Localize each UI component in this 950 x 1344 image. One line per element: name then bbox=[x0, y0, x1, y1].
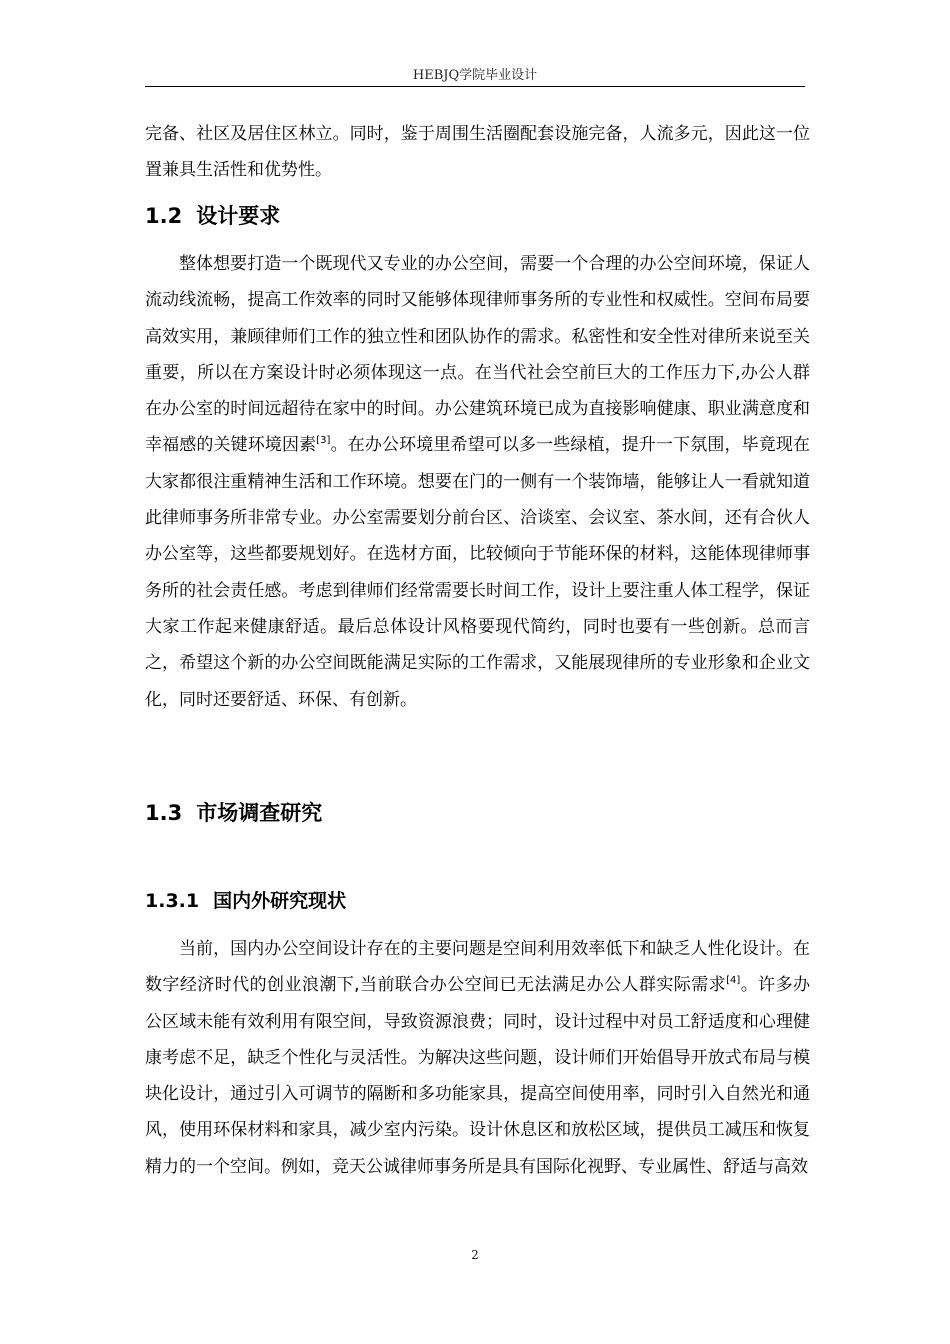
research-status-paragraph bbox=[145, 931, 810, 1185]
paragraph-text: 当前，国内办公空间设计存在的主要问题是空间利用效率低下和缺乏人性化设计。在数字经济时代的创业浪潮下,当前联合办公空间已无法满足办公人群实际需求 bbox=[145, 939, 810, 996]
page-header: HEBJQ学院毕业设计 bbox=[412, 68, 538, 83]
section-number: 1.3 bbox=[145, 801, 183, 825]
section-title: 市场调查研究 bbox=[196, 801, 323, 825]
section-title: 国内外研究现状 bbox=[213, 890, 347, 912]
section-heading-1-3 bbox=[145, 797, 322, 827]
citation-3: [3] bbox=[316, 435, 331, 447]
section-heading-1-3-1 bbox=[145, 886, 346, 913]
citation-4: [4] bbox=[726, 975, 741, 987]
section-heading-1-2 bbox=[145, 200, 280, 230]
section-number: 1.2 bbox=[145, 204, 183, 228]
section-title: 设计要求 bbox=[196, 204, 281, 228]
section-number: 1.3.1 bbox=[145, 890, 200, 912]
paragraph-text: 。许多办公区域未能有效利用有限空间，导致资源浪费；同时，设计过程中对员工舒适度和心理健康考虑不足，缺乏个性化与灵活性。为解决这些问题，设计师们开始倡导开放式布局与模块化设计，通过引入可调节的隔断和多功能家具，提高空间使用率，同时引入自然光和通风，使用环保材料和家具，减少室内污染。设计休息区和放松区域，提供员工减压和恢复精力的一个空间。例如，竞天公诚律师事务所是具有国际化视野、专业属性、舒适与高效 bbox=[145, 975, 811, 1177]
paragraph-text: 。在办公环境里希望可以多一些绿植，提升一下氛围，毕竟现在大家都很注重精神生活和工作环境。想要在门的一侧有一个装饰墙，能够让人一看就知道此律师事务所非常专业。办公室需要划分前台区、洽谈室、会议室、茶水间，还有合伙人办公室等，这些都要规划好。在选材方面，比较倾向于节能环保的材料，这能体现律师事务所的社会责任感。考虑到律师们经常需要长时间工作，设计上要注重人体工程学，保证大家工作起来健康舒适。最后总体设计风格要现代简约，同时也要有一些创新。总而言之，希望这个新的办公空间既能满足实际的工作需求，又能展现律所的专业形象和企业文化，同时还要舒适、环保、有创新。 bbox=[145, 435, 811, 710]
page-number: 2 bbox=[471, 1248, 479, 1262]
header-rule bbox=[145, 86, 805, 87]
paragraph-text: 整体想要打造一个既现代又专业的办公空间，需要一个合理的办公空间环境，保证人流动线流畅，提高工作效率的同时又能够体现律师事务所的专业性和权威性。空间布局要高效实用，兼顾律师们工作的独立性和团队协作的需求。私密性和安全性对律所来说至关重要，所以在方案设计时必须体现这一点。在当代社会空前巨大的工作压力下,办公人群在办公室的时间远超待在家中的时间。办公建筑环境已成为直接影响健康、职业满意度和幸福感的关键环境因素 bbox=[145, 254, 810, 456]
design-requirements-paragraph bbox=[145, 246, 810, 718]
intro-paragraph: 完备、社区及居住区林立。同时，鉴于周围生活圈配套设施完备，人流多元，因此这一位置兼具生活性和优势性。 bbox=[145, 124, 810, 181]
